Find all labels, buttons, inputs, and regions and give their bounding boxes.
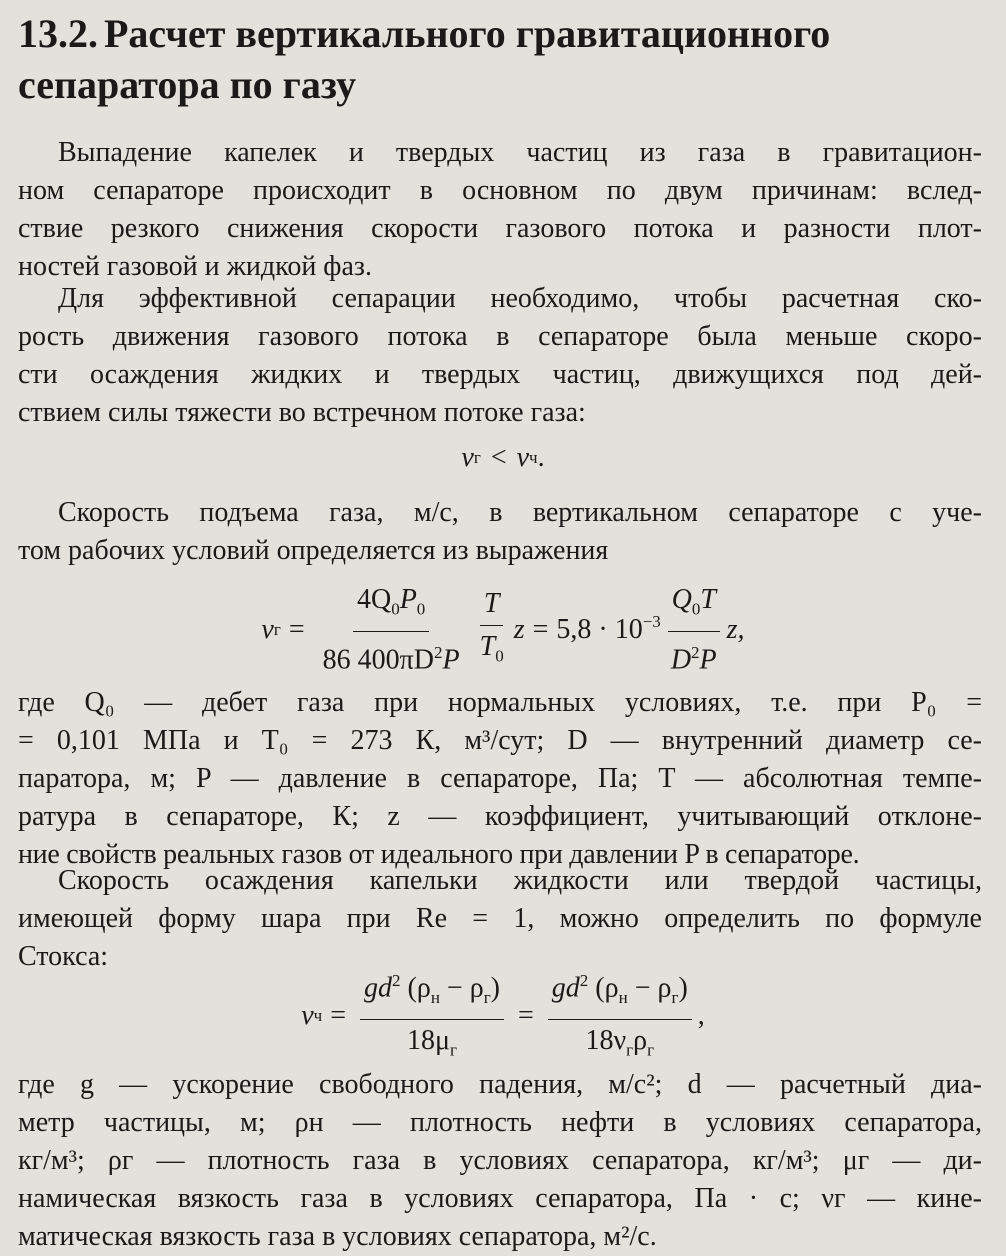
formula-op: =: [518, 1000, 534, 1031]
formula-op: <: [490, 442, 507, 473]
text-line: Выпадение капелек и твердых частиц из газа в гравитацион-: [58, 137, 982, 168]
formula-text: (ρ: [595, 972, 619, 1004]
section-heading: [18, 8, 978, 110]
text-line: том рабочих условий определяется из выражения: [18, 535, 609, 566]
formula-text: D: [670, 643, 692, 675]
text-line: ствием силы тяжести во встречном потоке газа:: [18, 397, 586, 428]
formula-text: P: [699, 643, 717, 675]
text-line: имеющей форму шара при Re = 1, можно определить по формуле: [18, 903, 982, 934]
formula-text: gd: [551, 972, 580, 1004]
formula-text: P: [399, 584, 417, 616]
formula-sub: г: [473, 448, 481, 467]
formula-text: ): [678, 972, 688, 1004]
formula-sub: ч: [529, 448, 538, 467]
text-line: ние свойств реальных газов от идеального при давлении P в сепараторе.: [18, 839, 860, 870]
text-line: ратура в сепараторе, К; z — коэффициент, учитывающий отклоне-: [18, 801, 982, 832]
fraction: [319, 583, 464, 677]
formula-text: 4Q: [356, 584, 392, 616]
formula-op: =: [288, 614, 305, 645]
formula-text: v: [461, 442, 474, 473]
formula-text: z,: [726, 614, 745, 645]
text-line: где g — ускорение свободного падения, м/с²; d — расчетный диа-: [18, 1069, 982, 1100]
text-line: Скорость осаждения капельки жидкости или твердой частицы,: [58, 865, 982, 896]
text-line: Для эффективной сепарации необходимо, чтобы расчетная ско-: [58, 283, 982, 314]
gas-velocity-formula: [0, 582, 1006, 678]
formula-sup: −3: [642, 612, 661, 631]
formula-sub: г: [450, 1040, 457, 1060]
formula-sub: 0: [391, 599, 400, 619]
formula-text: 5,8 · 10: [556, 614, 643, 645]
formula-text: .: [537, 442, 545, 473]
formula-sub: 0: [691, 599, 701, 619]
formula-sub: 0: [495, 646, 504, 666]
formula-text: v: [516, 442, 530, 473]
section-number: 13.2.: [18, 11, 98, 56]
formula-op: =: [330, 1000, 347, 1031]
paragraph-4: [18, 684, 982, 874]
formula-sup: 2: [691, 642, 700, 662]
text-line: намическая вязкость газа в условиях сепаратора, Па · с; νг — кине-: [18, 1183, 982, 1214]
text-line: ностей газовой и жидкой фаз.: [18, 251, 372, 282]
text-line: рость движения газового потока в сепараторе была меньше скоро-: [18, 321, 982, 352]
formula-text: 86 400πD: [322, 643, 434, 675]
heading-line-2: сепаратора по газу: [18, 62, 357, 107]
text-line: паратора, м; P — давление в сепараторе, Па; T — абсолютная темпе-: [18, 763, 982, 794]
text-line: метр частицы, м; ρн — плотность нефти в условиях сепаратора,: [18, 1107, 982, 1138]
formula-text: 18ν: [585, 1025, 627, 1057]
paragraph-5: [18, 862, 982, 976]
formula-text: 18μ: [407, 1025, 451, 1057]
fraction: [548, 964, 692, 1068]
formula-sup: 2: [392, 971, 401, 991]
formula-sub: г: [483, 988, 491, 1008]
text-line: ствие резкого снижения скорости газового потока и разности плот-: [18, 213, 982, 244]
fraction: [360, 964, 504, 1068]
heading-line-1: Расчет вертикального гравитационного: [104, 11, 831, 56]
formula-text: T: [479, 630, 496, 662]
formula-sub: н: [618, 988, 628, 1008]
formula-text: P: [442, 643, 460, 675]
paragraph-2: [18, 280, 982, 432]
formula-sup: 2: [434, 642, 443, 662]
formula-op: =: [532, 614, 549, 645]
formula-sup: 2: [579, 971, 589, 991]
formula-sub: 0: [416, 599, 426, 619]
formula-text: T: [700, 584, 716, 616]
paragraph-3: [18, 494, 982, 570]
formula-sub: г: [671, 988, 679, 1008]
text-line: Стокса:: [18, 941, 109, 972]
formula-sub: г: [626, 1040, 634, 1060]
formula-text: gd: [364, 972, 393, 1004]
inequality-formula: [0, 438, 1006, 478]
formula-text: ρ: [633, 1025, 648, 1057]
formula-text: − ρ: [439, 972, 484, 1004]
text-line: Скорость подъема газа, м/с, в вертикальном сепараторе с уче-: [58, 497, 982, 528]
fraction: [476, 587, 508, 674]
text-line: где Q₀ — дебет газа при нормальных условиях, т.е. при P₀ =: [18, 687, 982, 718]
text-line: кг/м³; ρг — плотность газа в условиях сепаратора, кг/м³; μг — ди-: [18, 1145, 982, 1176]
formula-sub: г: [647, 1040, 655, 1060]
formula-text: z: [513, 614, 525, 645]
text-line: сти осаждения жидких и твердых частиц, движущихся под дей-: [18, 359, 982, 390]
text-line: = 0,101 МПа и T₀ = 273 К, м³/сут; D — внутренний диаметр се-: [18, 725, 982, 756]
formula-text: − ρ: [627, 972, 672, 1004]
formula-text: T: [483, 587, 500, 619]
text-line: матическая вязкость газа в условиях сепаратора, м²/с.: [18, 1221, 657, 1252]
fraction: [667, 583, 721, 677]
formula-sub: г: [273, 620, 281, 639]
formula-text: v: [261, 614, 274, 645]
formula-sub: н: [430, 988, 440, 1008]
formula-text: ): [490, 972, 500, 1004]
formula-text: v: [301, 1000, 314, 1031]
formula-text: (ρ: [407, 972, 431, 1004]
paragraph-1: [18, 134, 982, 286]
stokes-formula: [0, 968, 1006, 1064]
formula-text: ,: [697, 1000, 705, 1031]
formula-sub: ч: [313, 1006, 323, 1025]
text-line: ном сепараторе происходит в основном по двум причинам: вслед-: [18, 175, 982, 206]
formula-text: Q: [671, 584, 692, 616]
paragraph-6: [18, 1066, 982, 1256]
